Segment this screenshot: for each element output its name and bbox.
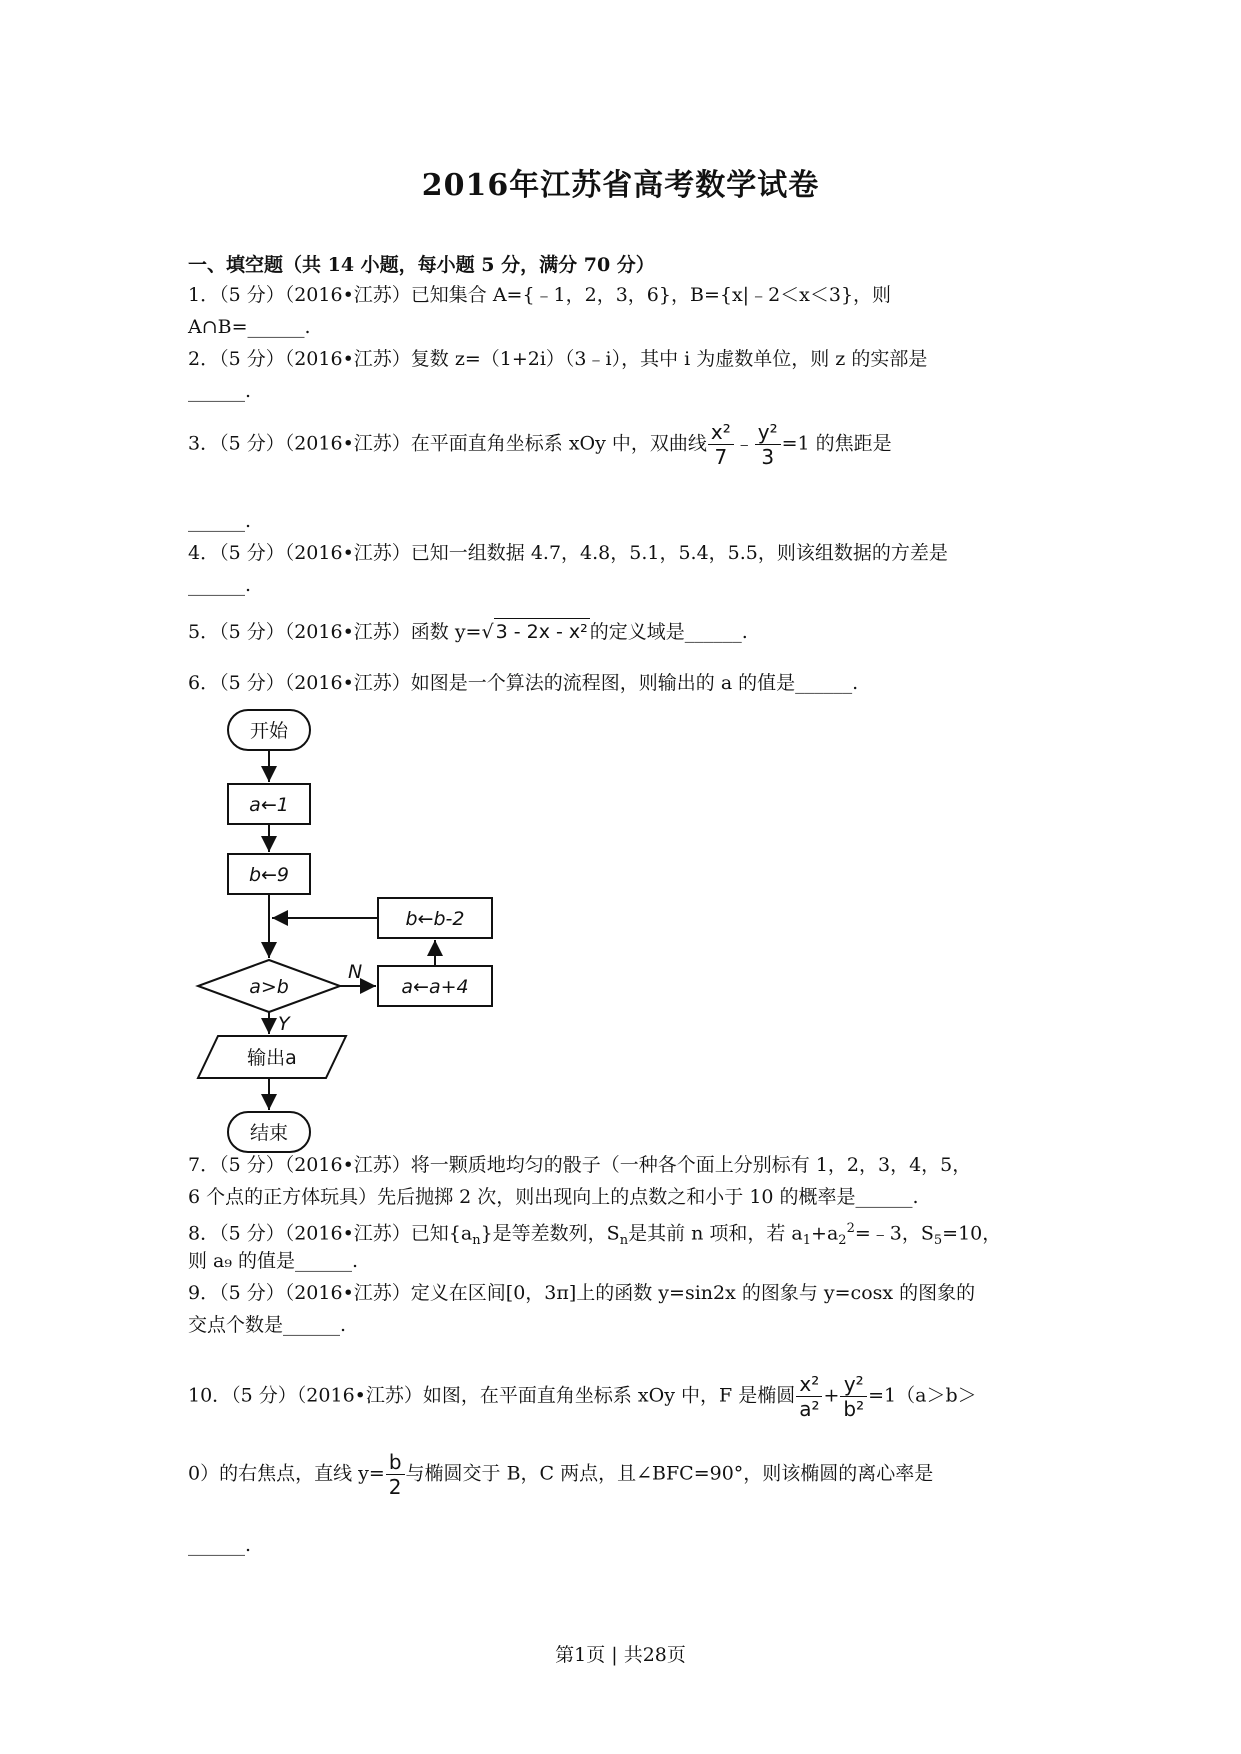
q5-line1 [188, 618, 748, 645]
flow-no-label: N [348, 961, 363, 983]
section-heading: 一、填空题（共 14 小题，每小题 5 分，满分 70 分） [188, 254, 655, 276]
q7-line2: 6 个点的正方体玩具）先后抛掷 2 次，则出现向上的点数之和小于 10 的概率是______. [188, 1186, 919, 1208]
q10-text-before: 10．（5 分）（2016•江苏）如图，在平面直角坐标系 xOy 中，F 是椭圆 [188, 1384, 796, 1407]
q3-frac2-den: 3 [761, 445, 775, 469]
q5-radical-sign: √ [481, 621, 494, 643]
q10-frac1-den: a² [799, 1397, 820, 1421]
flow-output-label: 输出a [247, 1047, 297, 1069]
q10-fraction-y [840, 1372, 867, 1421]
q10-fraction-b2 [386, 1450, 405, 1499]
flow-a-update-label: a←a+4 [401, 976, 469, 998]
q10-text-after: =1（a＞b＞ [868, 1384, 977, 1407]
q10-line1 [188, 1372, 977, 1421]
flow-a-init-label: a←1 [249, 794, 289, 816]
q10-line2-after: 与椭圆交于 B，C 两点，且∠BFC=90°，则该椭圆的离心率是 [405, 1462, 934, 1485]
q5-text-before: 5．（5 分）（2016•江苏）函数 y= [188, 621, 482, 643]
q8-sup-2: 2 [846, 1221, 855, 1236]
q9-line2: 交点个数是______. [188, 1314, 347, 1336]
q8-sub-2: 2 [838, 1233, 847, 1249]
q10-line2-before: 0）的右焦点，直线 y= [188, 1462, 385, 1485]
q10-frac3-den: 2 [388, 1475, 402, 1499]
q8-part3: 是其前 n 项和，若 a [628, 1222, 803, 1245]
q10-line3: ______. [188, 1534, 252, 1556]
q2-line1: 2．（5 分）（2016•江苏）复数 z=（1+2i）（3﹣i），其中 i 为虚数单位，则 z 的实部是 [188, 348, 928, 370]
q8-part4: +a [811, 1222, 839, 1245]
flow-start-label: 开始 [249, 720, 289, 742]
q3-line2: ______. [188, 510, 252, 532]
q4-line2: ______. [188, 574, 252, 596]
q8-sub-5: 5 [933, 1233, 943, 1249]
q10-frac1-num: x² [796, 1372, 822, 1397]
page-title: 2016年江苏省高考数学试卷 [421, 168, 820, 203]
flow-yes-label: Y [278, 1013, 290, 1035]
q8-sub-n2: n [619, 1233, 629, 1249]
q4-line1: 4．（5 分）（2016•江苏）已知一组数据 4.7，4.8，5.1，5.4，5.5，则该组数据的方差是 [188, 542, 948, 564]
page-footer: 第1页 | 共28页 [555, 1644, 686, 1666]
q8-sub-1: 1 [802, 1233, 812, 1249]
flow-end-label: 结束 [249, 1122, 289, 1144]
q10-frac2-den: b² [843, 1397, 865, 1421]
q9-line1: 9．（5 分）（2016•江苏）定义在区间[0，3π]上的函数 y=sin2x 的图象与 y=cosx 的图象的 [188, 1282, 976, 1304]
q10-frac2-num: y² [840, 1372, 867, 1397]
flow-b-init-label: b←9 [248, 864, 290, 886]
algorithm-flowchart [190, 708, 510, 1168]
q3-text-before: 3．（5 分）（2016•江苏）在平面直角坐标系 xOy 中，双曲线 [188, 432, 707, 455]
q8-part1: 8．（5 分）（2016•江苏）已知{a [188, 1222, 473, 1245]
q3-frac2-num: y² [755, 420, 781, 445]
q8-sub-n: n [472, 1233, 481, 1249]
q6-line1: 6．（5 分）（2016•江苏）如图是一个算法的流程图，则输出的 a 的值是______. [188, 672, 859, 694]
q7-line1: 7．（5 分）（2016•江苏）将一颗质地均匀的骰子（一种各个面上分别标有 1，2，3，4，5， [188, 1154, 972, 1176]
q1-line1: 1．（5 分）（2016•江苏）已知集合 A={﹣1，2，3，6}，B={x|﹣2＜x＜3}，则 [188, 284, 892, 306]
q3-minus: ﹣ [734, 432, 754, 455]
q3-line1 [188, 420, 892, 469]
q10-fraction-x [796, 1372, 822, 1421]
q3-text-after: =1 的焦距是 [781, 432, 892, 455]
q10-frac3-num: b [386, 1450, 405, 1475]
flow-b-update-label: b←b-2 [405, 908, 465, 930]
q8-line2: 则 a₉ 的值是______. [188, 1250, 359, 1272]
q1-line2: A∩B=______. [188, 316, 311, 338]
q3-frac1-num: x² [708, 420, 734, 445]
q10-plus: + [823, 1384, 840, 1407]
q5-radicand: 3 - 2x - x² [494, 618, 590, 645]
q8-part2: }是等差数列，S [480, 1222, 620, 1245]
q8-part6: =10， [942, 1222, 1002, 1245]
q3-fraction-x [708, 420, 734, 469]
flow-condition-label: a>b [249, 976, 289, 998]
q8-part5: =﹣3，S [854, 1222, 934, 1245]
q10-line2 [188, 1450, 933, 1499]
q3-fraction-y [755, 420, 781, 469]
q3-frac1-den: 7 [714, 445, 728, 469]
q5-text-after: 的定义域是______. [589, 621, 748, 643]
q2-line2: ______. [188, 380, 252, 402]
